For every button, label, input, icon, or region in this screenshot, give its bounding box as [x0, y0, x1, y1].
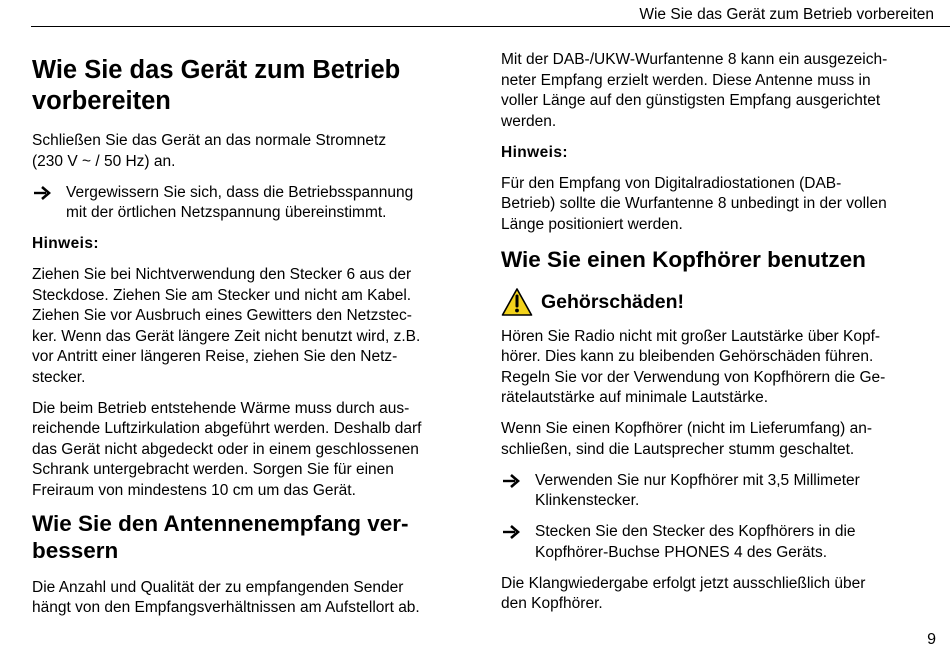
- closing-paragraph: Die Klangwiedergabe erfolgt jetzt ausschließlich über den Kopfhörer.: [501, 574, 866, 612]
- antenna-continued-paragraph: Mit der DAB-/UKW-Wurfantenne 8 kann ein ausgezeich- neter Empfang erzielt werden. Diese Antenne muss in voller Länge auf den günstigsten Empfang ausgerichtet werden.: [501, 51, 888, 130]
- header-rule: [31, 26, 950, 27]
- warning-title: Gehörschäden!: [541, 290, 685, 313]
- arrow-right-icon: [501, 522, 523, 542]
- warning-paragraph: Hören Sie Radio nicht mit großer Lautstärke über Kopf- hörer. Dies kann zu bleibenden Gehörschäden führen. Regeln Sie vor der Verwendung von Kopfhörern die Ge- rätelautstärke auf minimale Lautstärke.: [501, 327, 886, 406]
- heading-antenna: Wie Sie den Antennenempfang ver- bessern: [32, 510, 409, 563]
- dab-note-paragraph: Für den Empfang von Digitalradiostationen (DAB- Betrieb) sollte die Wurfantenne 8 unbedingt in der vollen Länge positioniert werden.: [501, 174, 887, 233]
- bullet-plug-in: Stecken Sie den Stecker des Kopfhörers in die Kopfhörer-Buchse PHONES 4 des Geräts.: [501, 522, 931, 563]
- antenna-paragraph: Die Anzahl und Qualität der zu empfangenden Sender hängt von den Empfangsverhältnissen am Aufstellort ab.: [32, 578, 420, 616]
- left-column: [32, 50, 472, 629]
- intro-paragraph: Schließen Sie das Gerät an das normale Stromnetz (230 V ~ / 50 Hz) an.: [32, 132, 387, 170]
- page-number: 9: [927, 631, 936, 648]
- arrow-right-icon: [32, 183, 54, 203]
- right-column: [501, 50, 931, 625]
- note-paragraph: Ziehen Sie bei Nichtverwendung den Stecker 6 aus der Steckdose. Ziehen Sie am Stecker und nicht am Kabel. Ziehen Sie vor Ausbruch eines Gewitters den Netzstec- ker. Wenn das Gerät längere Zeit nicht benutzt wird, z.B. vor Antritt einer längeren Reise, ziehen Sie den Netz- stecker.: [32, 266, 421, 386]
- note-label: Hinweis:: [32, 235, 99, 252]
- heading-headphones: Wie Sie einen Kopfhörer benutzen: [501, 246, 866, 272]
- running-header: Wie Sie das Gerät zum Betrieb vorbereiten: [639, 6, 934, 23]
- heat-paragraph: Die beim Betrieb entstehende Wärme muss durch aus- reichende Luftzirkulation abgeführt werden. Deshalb darf das Gerät nicht abgedeckt oder in einem geschlossenen Schrank untergebracht werden. Sorgen Sie für einen Freiraum von mindestens 10 cm um das Gerät.: [32, 399, 422, 499]
- warning-icon: [501, 287, 533, 317]
- heading-prepare-device: Wie Sie das Gerät zum Betrieb vorbereiten: [32, 56, 401, 115]
- headphone-paragraph: Wenn Sie einen Kopfhörer (nicht im Lieferumfang) an- schließen, sind die Lautsprecher stumm geschaltet.: [501, 420, 873, 458]
- bullet-voltage-check: Vergewissern Sie sich, dass die Betriebsspannung mit der örtlichen Netzspannung übereinstimmt.: [32, 183, 472, 224]
- arrow-right-icon: [501, 471, 523, 491]
- bullet-jack-size: Verwenden Sie nur Kopfhörer mit 3,5 Millimeter Klinkenstecker.: [501, 471, 931, 512]
- warning-heading: [501, 287, 931, 317]
- note-label: Hinweis:: [501, 143, 568, 161]
